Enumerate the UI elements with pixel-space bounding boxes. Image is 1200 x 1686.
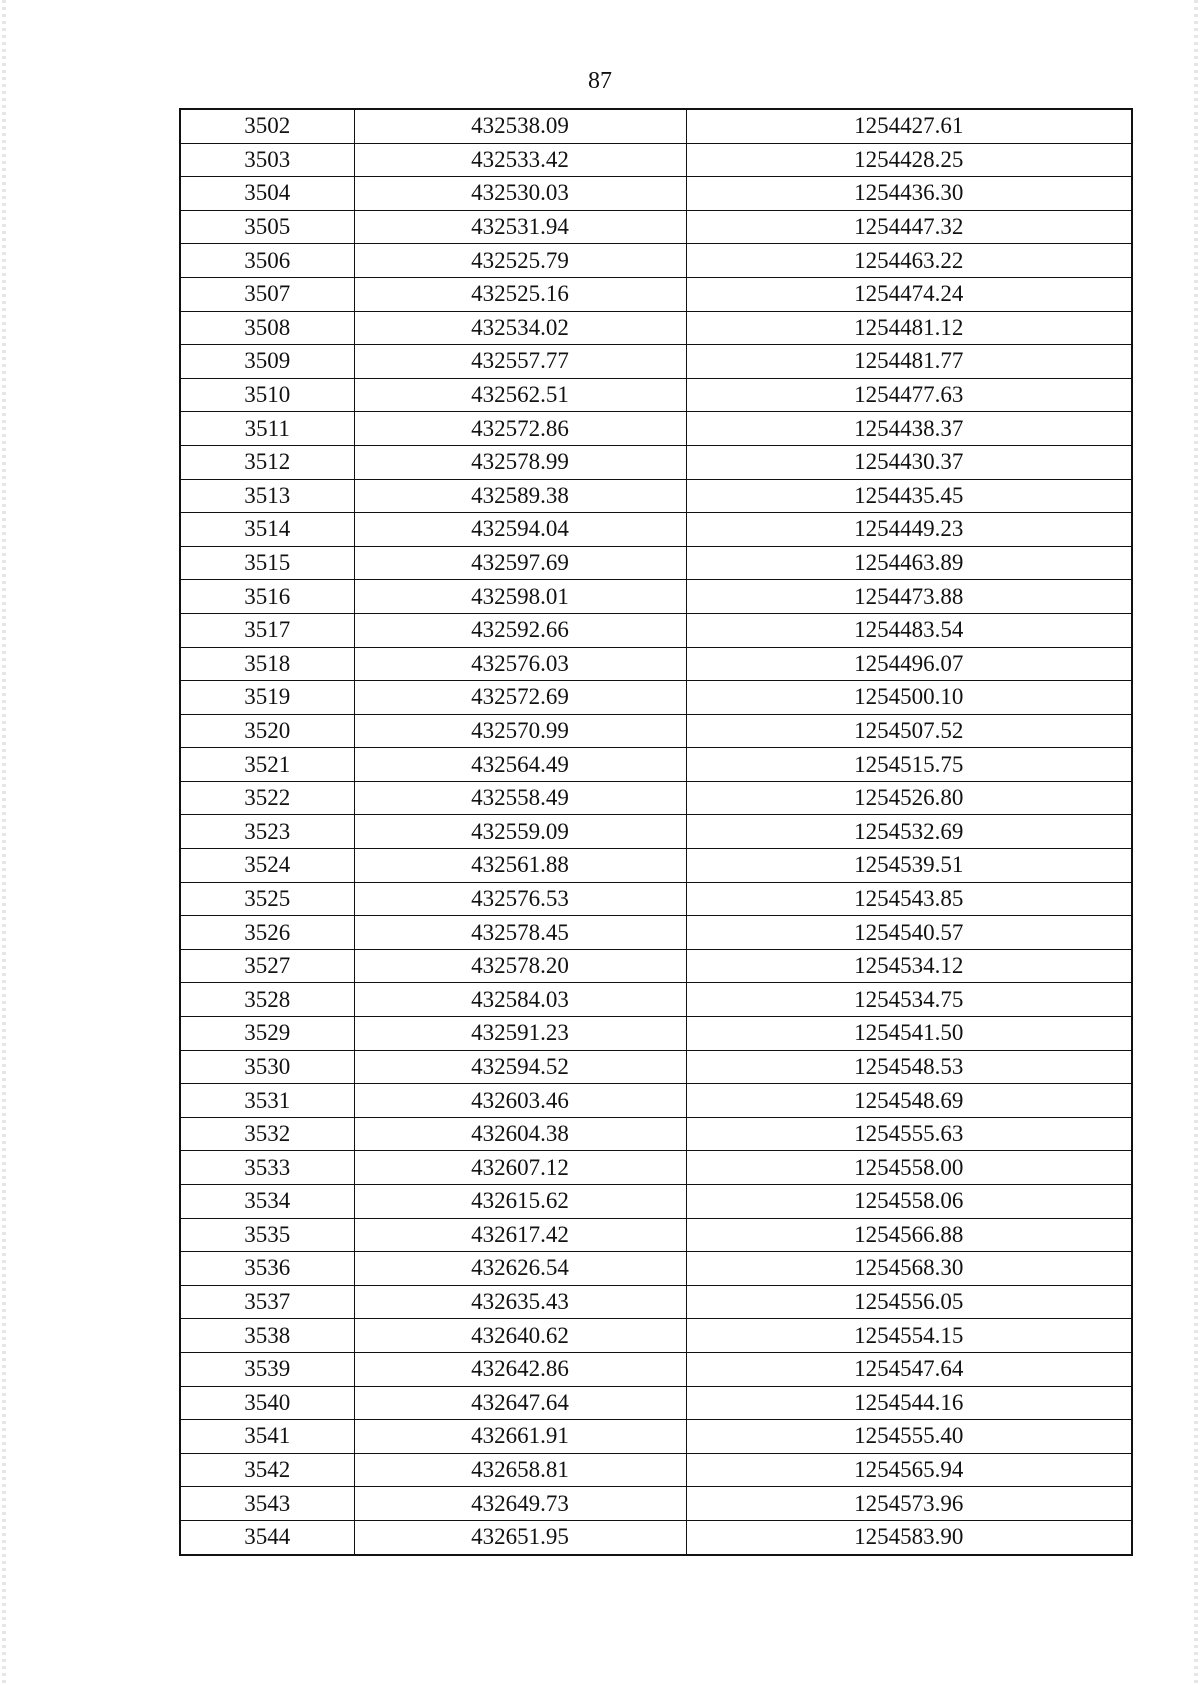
x-coordinate-cell: 432578.45: [354, 916, 686, 950]
y-coordinate-cell: 1254481.12: [686, 311, 1132, 345]
y-coordinate-cell: 1254496.07: [686, 647, 1132, 681]
x-coordinate-cell: 432576.03: [354, 647, 686, 681]
table-row: [180, 513, 1132, 547]
point-id-cell: 3506: [180, 244, 354, 278]
table-row: [180, 210, 1132, 244]
y-coordinate-cell: 1254540.57: [686, 916, 1132, 950]
x-coordinate-cell: 432533.42: [354, 143, 686, 177]
point-id-cell: 3537: [180, 1285, 354, 1319]
y-coordinate-cell: 1254526.80: [686, 781, 1132, 815]
table-row: [180, 949, 1132, 983]
y-coordinate-cell: 1254481.77: [686, 345, 1132, 379]
y-coordinate-cell: 1254555.63: [686, 1117, 1132, 1151]
point-id-cell: 3508: [180, 311, 354, 345]
point-id-cell: 3528: [180, 983, 354, 1017]
table-row: [180, 445, 1132, 479]
table-row: [180, 1017, 1132, 1051]
point-id-cell: 3541: [180, 1420, 354, 1454]
y-coordinate-cell: 1254436.30: [686, 177, 1132, 211]
y-coordinate-cell: 1254483.54: [686, 613, 1132, 647]
y-coordinate-cell: 1254573.96: [686, 1487, 1132, 1521]
scan-edge-right: [1194, 0, 1198, 1686]
table-row: [180, 1185, 1132, 1219]
x-coordinate-cell: 432592.66: [354, 613, 686, 647]
point-id-cell: 3509: [180, 345, 354, 379]
y-coordinate-cell: 1254547.64: [686, 1352, 1132, 1386]
x-coordinate-cell: 432570.99: [354, 714, 686, 748]
table-row: [180, 412, 1132, 446]
point-id-cell: 3504: [180, 177, 354, 211]
point-id-cell: 3525: [180, 882, 354, 916]
y-coordinate-cell: 1254565.94: [686, 1453, 1132, 1487]
point-id-cell: 3533: [180, 1151, 354, 1185]
x-coordinate-cell: 432572.69: [354, 681, 686, 715]
y-coordinate-cell: 1254555.40: [686, 1420, 1132, 1454]
point-id-cell: 3539: [180, 1352, 354, 1386]
y-coordinate-cell: 1254430.37: [686, 445, 1132, 479]
y-coordinate-cell: 1254556.05: [686, 1285, 1132, 1319]
y-coordinate-cell: 1254541.50: [686, 1017, 1132, 1051]
x-coordinate-cell: 432531.94: [354, 210, 686, 244]
point-id-cell: 3521: [180, 748, 354, 782]
x-coordinate-cell: 432658.81: [354, 1453, 686, 1487]
point-id-cell: 3511: [180, 412, 354, 446]
table-row: [180, 1386, 1132, 1420]
x-coordinate-cell: 432525.16: [354, 277, 686, 311]
x-coordinate-cell: 432564.49: [354, 748, 686, 782]
table-row: [180, 580, 1132, 614]
y-coordinate-cell: 1254548.53: [686, 1050, 1132, 1084]
table-row: [180, 983, 1132, 1017]
point-id-cell: 3510: [180, 378, 354, 412]
point-id-cell: 3505: [180, 210, 354, 244]
y-coordinate-cell: 1254539.51: [686, 849, 1132, 883]
y-coordinate-cell: 1254532.69: [686, 815, 1132, 849]
x-coordinate-cell: 432661.91: [354, 1420, 686, 1454]
table-row: [180, 1084, 1132, 1118]
point-id-cell: 3503: [180, 143, 354, 177]
x-coordinate-cell: 432591.23: [354, 1017, 686, 1051]
table-row: [180, 781, 1132, 815]
table-row: [180, 748, 1132, 782]
y-coordinate-cell: 1254428.25: [686, 143, 1132, 177]
y-coordinate-cell: 1254543.85: [686, 882, 1132, 916]
x-coordinate-cell: 432603.46: [354, 1084, 686, 1118]
x-coordinate-cell: 432604.38: [354, 1117, 686, 1151]
x-coordinate-cell: 432626.54: [354, 1252, 686, 1286]
point-id-cell: 3518: [180, 647, 354, 681]
y-coordinate-cell: 1254583.90: [686, 1520, 1132, 1554]
x-coordinate-cell: 432525.79: [354, 244, 686, 278]
y-coordinate-cell: 1254554.15: [686, 1319, 1132, 1353]
point-id-cell: 3522: [180, 781, 354, 815]
table-row: [180, 1453, 1132, 1487]
x-coordinate-cell: 432589.38: [354, 479, 686, 513]
table-row: [180, 613, 1132, 647]
table-row: [180, 378, 1132, 412]
point-id-cell: 3530: [180, 1050, 354, 1084]
y-coordinate-cell: 1254463.22: [686, 244, 1132, 278]
x-coordinate-cell: 432572.86: [354, 412, 686, 446]
point-id-cell: 3519: [180, 681, 354, 715]
x-coordinate-cell: 432607.12: [354, 1151, 686, 1185]
x-coordinate-cell: 432635.43: [354, 1285, 686, 1319]
table-row: [180, 345, 1132, 379]
point-id-cell: 3534: [180, 1185, 354, 1219]
x-coordinate-cell: 432578.20: [354, 949, 686, 983]
y-coordinate-cell: 1254435.45: [686, 479, 1132, 513]
point-id-cell: 3524: [180, 849, 354, 883]
table-row: [180, 647, 1132, 681]
point-id-cell: 3526: [180, 916, 354, 950]
point-id-cell: 3540: [180, 1386, 354, 1420]
scan-edge-left: [2, 0, 6, 1686]
point-id-cell: 3512: [180, 445, 354, 479]
table-row: [180, 849, 1132, 883]
point-id-cell: 3536: [180, 1252, 354, 1286]
point-id-cell: 3523: [180, 815, 354, 849]
x-coordinate-cell: 432594.04: [354, 513, 686, 547]
table-row: [180, 1285, 1132, 1319]
x-coordinate-cell: 432534.02: [354, 311, 686, 345]
y-coordinate-cell: 1254463.89: [686, 546, 1132, 580]
point-id-cell: 3514: [180, 513, 354, 547]
y-coordinate-cell: 1254534.12: [686, 949, 1132, 983]
x-coordinate-cell: 432651.95: [354, 1520, 686, 1554]
point-id-cell: 3520: [180, 714, 354, 748]
point-id-cell: 3527: [180, 949, 354, 983]
table-row: [180, 109, 1132, 143]
point-id-cell: 3507: [180, 277, 354, 311]
point-id-cell: 3517: [180, 613, 354, 647]
table-row: [180, 1252, 1132, 1286]
x-coordinate-cell: 432594.52: [354, 1050, 686, 1084]
table-row: [180, 1218, 1132, 1252]
y-coordinate-cell: 1254438.37: [686, 412, 1132, 446]
y-coordinate-cell: 1254515.75: [686, 748, 1132, 782]
table-row: [180, 177, 1132, 211]
table-row: [180, 1420, 1132, 1454]
table-row: [180, 1487, 1132, 1521]
x-coordinate-cell: 432640.62: [354, 1319, 686, 1353]
x-coordinate-cell: 432598.01: [354, 580, 686, 614]
y-coordinate-cell: 1254477.63: [686, 378, 1132, 412]
table-row: [180, 546, 1132, 580]
y-coordinate-cell: 1254473.88: [686, 580, 1132, 614]
point-id-cell: 3531: [180, 1084, 354, 1118]
x-coordinate-cell: 432530.03: [354, 177, 686, 211]
x-coordinate-cell: 432584.03: [354, 983, 686, 1017]
y-coordinate-cell: 1254558.06: [686, 1185, 1132, 1219]
y-coordinate-cell: 1254500.10: [686, 681, 1132, 715]
x-coordinate-cell: 432597.69: [354, 546, 686, 580]
point-id-cell: 3529: [180, 1017, 354, 1051]
point-id-cell: 3538: [180, 1319, 354, 1353]
y-coordinate-cell: 1254558.00: [686, 1151, 1132, 1185]
x-coordinate-cell: 432561.88: [354, 849, 686, 883]
table-row: [180, 916, 1132, 950]
table-row: [180, 479, 1132, 513]
y-coordinate-cell: 1254534.75: [686, 983, 1132, 1017]
y-coordinate-cell: 1254544.16: [686, 1386, 1132, 1420]
table-row: [180, 1520, 1132, 1554]
y-coordinate-cell: 1254566.88: [686, 1218, 1132, 1252]
page-number: 87: [588, 68, 612, 94]
point-id-cell: 3544: [180, 1520, 354, 1554]
point-id-cell: 3543: [180, 1487, 354, 1521]
table-row: [180, 1151, 1132, 1185]
x-coordinate-cell: 432559.09: [354, 815, 686, 849]
table-row: [180, 1319, 1132, 1353]
y-coordinate-cell: 1254548.69: [686, 1084, 1132, 1118]
table-row: [180, 714, 1132, 748]
table-row: [180, 311, 1132, 345]
point-id-cell: 3502: [180, 109, 354, 143]
table-row: [180, 882, 1132, 916]
y-coordinate-cell: 1254474.24: [686, 277, 1132, 311]
x-coordinate-cell: 432615.62: [354, 1185, 686, 1219]
x-coordinate-cell: 432558.49: [354, 781, 686, 815]
y-coordinate-cell: 1254427.61: [686, 109, 1132, 143]
table-row: [180, 681, 1132, 715]
table-row: [180, 1117, 1132, 1151]
x-coordinate-cell: 432578.99: [354, 445, 686, 479]
x-coordinate-cell: 432562.51: [354, 378, 686, 412]
table-row: [180, 277, 1132, 311]
y-coordinate-cell: 1254447.32: [686, 210, 1132, 244]
coordinate-table-body: [180, 109, 1132, 1555]
x-coordinate-cell: 432617.42: [354, 1218, 686, 1252]
y-coordinate-cell: 1254449.23: [686, 513, 1132, 547]
table-row: [180, 1050, 1132, 1084]
x-coordinate-cell: 432538.09: [354, 109, 686, 143]
point-id-cell: 3532: [180, 1117, 354, 1151]
table-row: [180, 815, 1132, 849]
point-id-cell: 3535: [180, 1218, 354, 1252]
point-id-cell: 3515: [180, 546, 354, 580]
coordinate-table: [179, 108, 1133, 1556]
y-coordinate-cell: 1254568.30: [686, 1252, 1132, 1286]
table-row: [180, 244, 1132, 278]
x-coordinate-cell: 432649.73: [354, 1487, 686, 1521]
y-coordinate-cell: 1254507.52: [686, 714, 1132, 748]
point-id-cell: 3542: [180, 1453, 354, 1487]
x-coordinate-cell: 432576.53: [354, 882, 686, 916]
table-row: [180, 143, 1132, 177]
point-id-cell: 3513: [180, 479, 354, 513]
x-coordinate-cell: 432642.86: [354, 1352, 686, 1386]
table-row: [180, 1352, 1132, 1386]
x-coordinate-cell: 432647.64: [354, 1386, 686, 1420]
x-coordinate-cell: 432557.77: [354, 345, 686, 379]
point-id-cell: 3516: [180, 580, 354, 614]
